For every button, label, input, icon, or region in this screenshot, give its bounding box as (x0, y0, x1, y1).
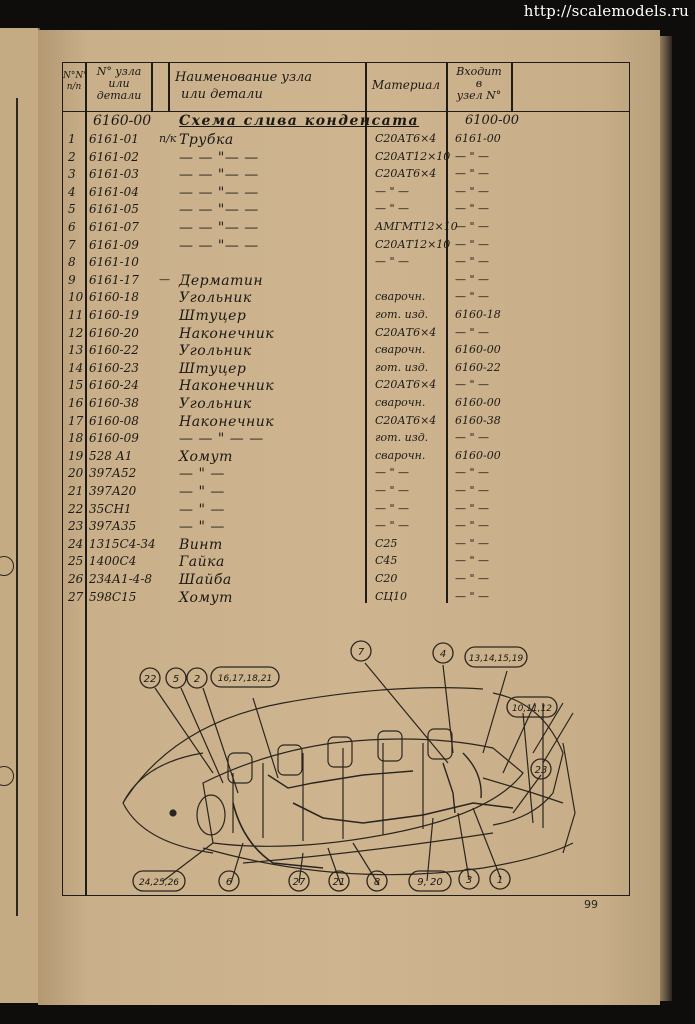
row-name: Угольник (179, 343, 252, 360)
row-number: 14 (68, 360, 84, 375)
row-name: — — "— — (179, 202, 259, 219)
callout-24: 24,25,26 (138, 878, 180, 888)
row-part-number: 397А35 (89, 519, 137, 534)
section-title: Схема слива конденсата (179, 113, 420, 129)
table-row (63, 466, 629, 483)
row-parent: — " — (455, 466, 490, 480)
row-number: 26 (68, 572, 84, 586)
row-part-number: 6160-09 (89, 431, 139, 446)
row-parent: — " — (455, 220, 490, 233)
row-part-number: 6160-22 (89, 343, 139, 358)
row-parent: 6160-00 (455, 343, 501, 357)
row-material: СЦ10 (375, 589, 408, 603)
title-part: 6160-00 (93, 113, 152, 129)
callout-4: 4 (439, 649, 447, 660)
row-parent: — " — (455, 589, 490, 603)
row-parent: — " — (455, 272, 490, 286)
row-number: 25 (68, 554, 84, 569)
row-parent: — " — (455, 536, 490, 550)
row-number: 2 (68, 149, 76, 164)
row-prefix: п/к (159, 132, 177, 145)
row-name: — — "— — (179, 167, 259, 184)
row-number: 13 (68, 343, 84, 358)
row-material: С20АТ6×4 (375, 132, 437, 145)
row-name: — " — (179, 466, 225, 483)
callout-13: 13,14,15,19 (468, 654, 524, 664)
row-number: 12 (68, 325, 84, 340)
callout-8: 8 (373, 877, 381, 888)
row-parent: — " — (455, 501, 490, 515)
row-name: Штуцер (179, 308, 247, 324)
row-parent: — " — (455, 484, 490, 497)
row-parent: — " — (455, 378, 490, 392)
row-part-number: 397А52 (89, 466, 137, 481)
table-row (63, 308, 629, 325)
table-row (63, 273, 629, 290)
row-material: АМГМТ12×10 (375, 220, 458, 233)
book-edge (658, 36, 672, 1001)
callout-27: 27 (292, 877, 306, 888)
row-name: — " — (179, 519, 225, 536)
left-page-edge (0, 28, 40, 1003)
header-in-line3: узел N° (456, 89, 502, 102)
row-name: Наконечник (179, 325, 275, 342)
row-parent: 6160-00 (455, 448, 501, 462)
table-row (63, 554, 629, 571)
table-row (63, 185, 629, 202)
row-parent: — " — (455, 149, 490, 163)
row-number: 21 (68, 484, 84, 498)
row-name: Хомут (179, 589, 233, 606)
row-name: Шайба (179, 572, 232, 588)
table-row (63, 132, 629, 149)
row-material: гот. изд. (375, 308, 429, 321)
row-number: 19 (68, 448, 84, 463)
row-name: Хомут (179, 448, 233, 465)
callout-6: 6 (225, 877, 233, 888)
table-row (63, 361, 629, 378)
row-parent: — " — (455, 572, 490, 585)
row-number: 20 (68, 466, 84, 481)
row-name: Штуцер (179, 360, 247, 377)
title-in: 6100-00 (465, 113, 520, 128)
row-part-number: 6161-07 (89, 220, 139, 234)
header-name-line1: Наименование узла (175, 70, 313, 85)
row-parent: — " — (455, 167, 490, 181)
row-material: С20АТ12×10 (375, 149, 451, 163)
row-number: 18 (68, 431, 84, 446)
row-material: С45 (375, 554, 398, 568)
row-part-number: 35СН1 (89, 501, 132, 516)
row-name: Наконечник (179, 378, 275, 395)
row-number: 3 (68, 167, 76, 182)
row-part-number: 397А20 (89, 484, 137, 498)
row-name: — " — (179, 484, 225, 500)
row-parent: — " — (455, 202, 490, 216)
row-material: — " — (375, 255, 410, 269)
row-part-number: 6161-17 (89, 272, 139, 287)
row-material: С20АТ12×10 (375, 237, 451, 251)
callout-16: 16,17,18,21 (217, 674, 273, 684)
row-parent: — " — (455, 554, 490, 568)
callout-7: 7 (357, 647, 365, 658)
row-material: гот. изд. (375, 431, 429, 445)
row-parent: 6160-38 (455, 413, 501, 427)
table-row (63, 537, 629, 554)
row-name: — — "— — (179, 237, 259, 254)
header-material: Материал (371, 78, 441, 92)
row-part-number: 6160-08 (89, 413, 139, 428)
header-no-line1: N°N° (63, 71, 88, 81)
row-name: Угольник (179, 290, 252, 307)
drain-scheme-drawing (63, 603, 629, 893)
row-material: С25 (375, 536, 398, 550)
row-parent: — " — (455, 237, 490, 251)
row-material: С20АТ6×4 (375, 378, 437, 392)
row-material: — " — (375, 484, 410, 497)
row-number: 7 (68, 237, 76, 252)
row-part-number: 6160-38 (89, 396, 139, 410)
row-part-number: 528 А1 (89, 448, 133, 463)
row-number: 16 (68, 396, 84, 410)
table-row (63, 502, 629, 519)
callout-3: 3 (465, 875, 473, 886)
row-name: Дерматин (179, 272, 264, 289)
table-row (63, 326, 629, 343)
row-material: сварочн. (375, 448, 426, 462)
row-material: сварочн. (375, 290, 426, 304)
table-row (63, 484, 629, 501)
row-material: — " — (375, 184, 410, 198)
row-parent: — " — (455, 431, 490, 445)
table-row (63, 290, 629, 307)
row-material: С20АТ6×4 (375, 167, 437, 181)
row-number: 15 (68, 378, 84, 393)
callout-10: 10,11,12 (511, 704, 553, 714)
row-material: С20АТ6×4 (375, 325, 437, 339)
row-number: 22 (68, 501, 84, 516)
table-row (63, 202, 629, 219)
row-prefix: — (159, 272, 170, 286)
callout-5: 5 (172, 674, 180, 685)
table-header (63, 63, 629, 112)
page-number: 99 (584, 898, 598, 911)
row-parent: — " — (455, 184, 490, 198)
row-name: Винт (179, 536, 223, 553)
table-row (63, 167, 629, 184)
header-part-line2: или (108, 77, 130, 90)
row-name: Гайка (179, 554, 225, 571)
row-number: 1 (68, 132, 76, 146)
document-page (38, 30, 660, 1005)
header-in-line1: Входит (456, 65, 502, 78)
table-row (63, 396, 629, 413)
row-parent: — " — (455, 255, 490, 269)
row-parent: 6160-22 (455, 360, 501, 374)
row-material: гот. изд. (375, 360, 429, 374)
table-row (63, 449, 629, 466)
row-name: — — " — — (179, 431, 264, 448)
row-part-number: 6160-24 (89, 378, 139, 393)
nose-outline-bottom (123, 803, 213, 853)
row-part-number: 6161-04 (89, 184, 139, 199)
header-part-line1: N° узла (96, 65, 142, 78)
row-part-number: 6161-03 (89, 167, 139, 182)
row-name: Наконечник (179, 413, 275, 430)
table-row (63, 572, 629, 589)
row-part-number: 598С15 (89, 589, 137, 604)
row-part-number: 6161-10 (89, 255, 139, 270)
nose-outline-top (123, 753, 203, 803)
row-part-number: 6161-02 (89, 149, 139, 164)
callout-23: 23 (534, 765, 548, 776)
table-row (63, 519, 629, 536)
row-parent: 6161-00 (455, 132, 501, 145)
row-number: 24 (68, 536, 84, 551)
row-material: С20 (375, 572, 398, 585)
callout-22: 22 (143, 674, 157, 685)
table-row (63, 238, 629, 255)
header-name-line2: или детали (181, 87, 263, 102)
row-parent: — " — (455, 325, 490, 339)
header-no-line2: п/п (66, 82, 82, 92)
site-watermark: http://scalemodels.ru (523, 2, 689, 20)
row-part-number: 6160-20 (89, 325, 139, 340)
row-name: Трубка (179, 132, 234, 148)
row-name: — — "— — (179, 149, 259, 166)
table-row (63, 255, 629, 272)
row-material: — " — (375, 519, 410, 533)
row-part-number: 6160-19 (89, 308, 139, 322)
row-number: 11 (68, 308, 84, 322)
title-row (63, 113, 629, 130)
row-part-number: 6161-01 (89, 132, 139, 146)
row-number: 8 (68, 255, 76, 270)
row-name: — — "— — (179, 184, 259, 201)
table-row (63, 431, 629, 448)
row-material: сварочн. (375, 396, 426, 409)
header-in-line2: в (475, 77, 483, 90)
row-parent: 6160-18 (455, 308, 501, 321)
row-number: 4 (68, 184, 76, 199)
row-name: — — "— — (179, 220, 259, 236)
row-material: — " — (375, 466, 410, 480)
row-parent: — " — (455, 519, 490, 533)
row-number: 6 (68, 220, 76, 234)
row-name: — " — (179, 501, 225, 518)
row-number: 5 (68, 202, 76, 217)
header-part-line3: детали (96, 89, 142, 102)
row-number: 27 (68, 589, 84, 604)
row-part-number: 1400С4 (89, 554, 137, 569)
row-number: 9 (68, 272, 76, 287)
row-material: — " — (375, 501, 410, 515)
parts-table (62, 62, 630, 896)
row-material: С20АТ6×4 (375, 413, 437, 427)
callout-21: 21 (332, 877, 346, 888)
callout-2: 2 (193, 674, 201, 685)
table-row (63, 414, 629, 431)
row-name: Угольник (179, 396, 252, 412)
row-part-number: 234А1-4-8 (89, 572, 153, 586)
callout-9: 9, 20 (417, 877, 443, 888)
table-row (63, 220, 629, 237)
row-part-number: 6160-18 (89, 290, 139, 305)
row-parent: — " — (455, 290, 490, 304)
row-part-number: 6160-23 (89, 360, 139, 375)
frame-tube (563, 743, 575, 853)
row-number: 10 (68, 290, 84, 305)
row-material: — " — (375, 202, 410, 216)
table-row (63, 150, 629, 167)
row-parent: 6160-00 (455, 396, 501, 409)
row-part-number: 6161-09 (89, 237, 139, 252)
table-row (63, 343, 629, 360)
row-number: 23 (68, 519, 84, 534)
callout-1: 1 (496, 875, 504, 886)
row-material: сварочн. (375, 343, 426, 357)
row-number: 17 (68, 413, 84, 428)
row-part-number: 6161-05 (89, 202, 139, 217)
row-part-number: 1315С4-34 (89, 536, 156, 551)
table-row (63, 378, 629, 395)
drain-scheme-diagram (63, 603, 629, 893)
